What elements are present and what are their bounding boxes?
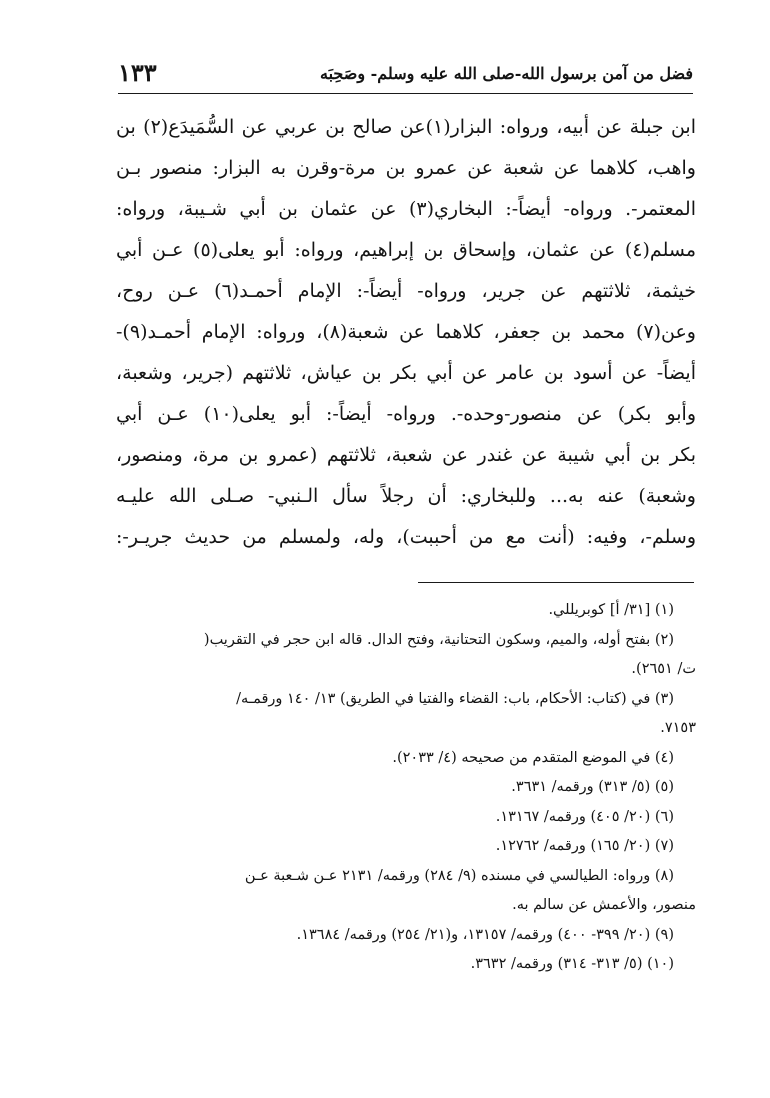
footnotes [116,596,696,980]
text-line: ابن جبلة عن أبيه، ورواه: البزار(١)عن صالح بن عربي عن السُّمَيدَع(٢) بن [116,116,696,138]
header-divider [118,93,693,94]
footnote: (١) [٣١/ أ] كوبريللي. [548,602,674,618]
footnote: (٢) بفتح أوله، والميم، وسكون التحتانية، وفتح الدال. قاله ابن حجر في التقريب( [203,631,674,648]
footnote: (٤) في الموضع المتقدم من صحيحه (٤/ ٢٠٣٣). [392,749,674,766]
text-line: المعتمر-. ورواه- أيضاً-: البخاري(٣) عن عثمان بن أبي شـيبة، ورواه: [116,198,696,220]
text-line: أيضاً- عن أسود بن عامر عن أبي بكر بن عياش، ثلاثتهم (جرير، وشعبة، [116,362,696,384]
footnote: (٣) في (كتاب: الأحكام، باب: القضاء والفتيا في الطريق) ١٣/ ١٤٠ ورقمـه/ [236,690,674,707]
running-title: فضل من آمن برسول الله-صلى الله عليه وسلم- وصَحِبَه [320,64,693,83]
footnote: (٨) ورواه: الطيالسي في مسنده (٩/ ٢٨٤) ورقمه/ ٢١٣١ عـن شـعبة عـن [244,867,674,884]
running-header [118,58,693,90]
text-line: وشعبة) عنه به... وللبخاري: أن رجلاً سأل الـنبي- صـلى الله عليـه [116,485,696,507]
text-line: وعن(٧) محمد بن جعفر، كلاهما عن شعبة(٨)، ورواه: الإمام أحمـد(٩)- [116,321,696,343]
footnote-continuation: ٧١٥٣. [660,720,696,736]
footnote: (٥) (٥/ ٣١٣) ورقمه/ ٣٦٣١. [511,779,674,795]
footnote: (٦) (٢٠/ ٤٠٥) ورقمه/ ١٣١٦٧. [495,808,674,825]
text-line: وسلم-، وفيه: (أنت مع من أحببت)، وله، ولمسلم من حديث جريـر-: [116,526,696,548]
text-line: وأبو بكر) عن منصور-وحده-. ورواه- أيضاً-: أبو يعلى(١٠) عـن أبي [116,403,696,425]
footnote: (١٠) (٥/ ٣١٣- ٣١٤) ورقمه/ ٣٦٣٢. [470,956,674,972]
text-line: واهب، كلاهما عن شعبة عن عمرو بن مرة-وقرن به البزار: منصور بـن [116,157,696,179]
footnote: (٩) (٢٠/ ٣٩٩- ٤٠٠) ورقمه/ ١٣١٥٧، و(٢١/ ٢٥٤) ورقمه/ ١٣٦٨٤. [296,926,674,943]
footnote-continuation: ت/ ٢٦٥١). [631,661,696,677]
text-line: خيثمة، ثلاثتهم عن جرير، ورواه- أيضاً-: الإمام أحمـد(٦) عـن روح، [116,280,696,302]
main-text [116,107,696,558]
text-line: مسلم(٤) عن عثمان، وإسحاق بن إبراهيم، ورواه: أبو يعلى(٥) عـن أبي [116,239,696,261]
text-line: بكر بن أبي شيبة عن غندر عن شعبة، ثلاثتهم (عمرو بن مرة، ومنصور، [116,444,696,466]
footnote: (٧) (٢٠/ ١٦٥) ورقمه/ ١٢٧٦٢. [495,838,674,854]
page-number: ١٣٣ [118,58,157,87]
footnote-continuation: منصور، والأعمش عن سالم به. [512,897,696,913]
footnote-divider [418,582,694,583]
